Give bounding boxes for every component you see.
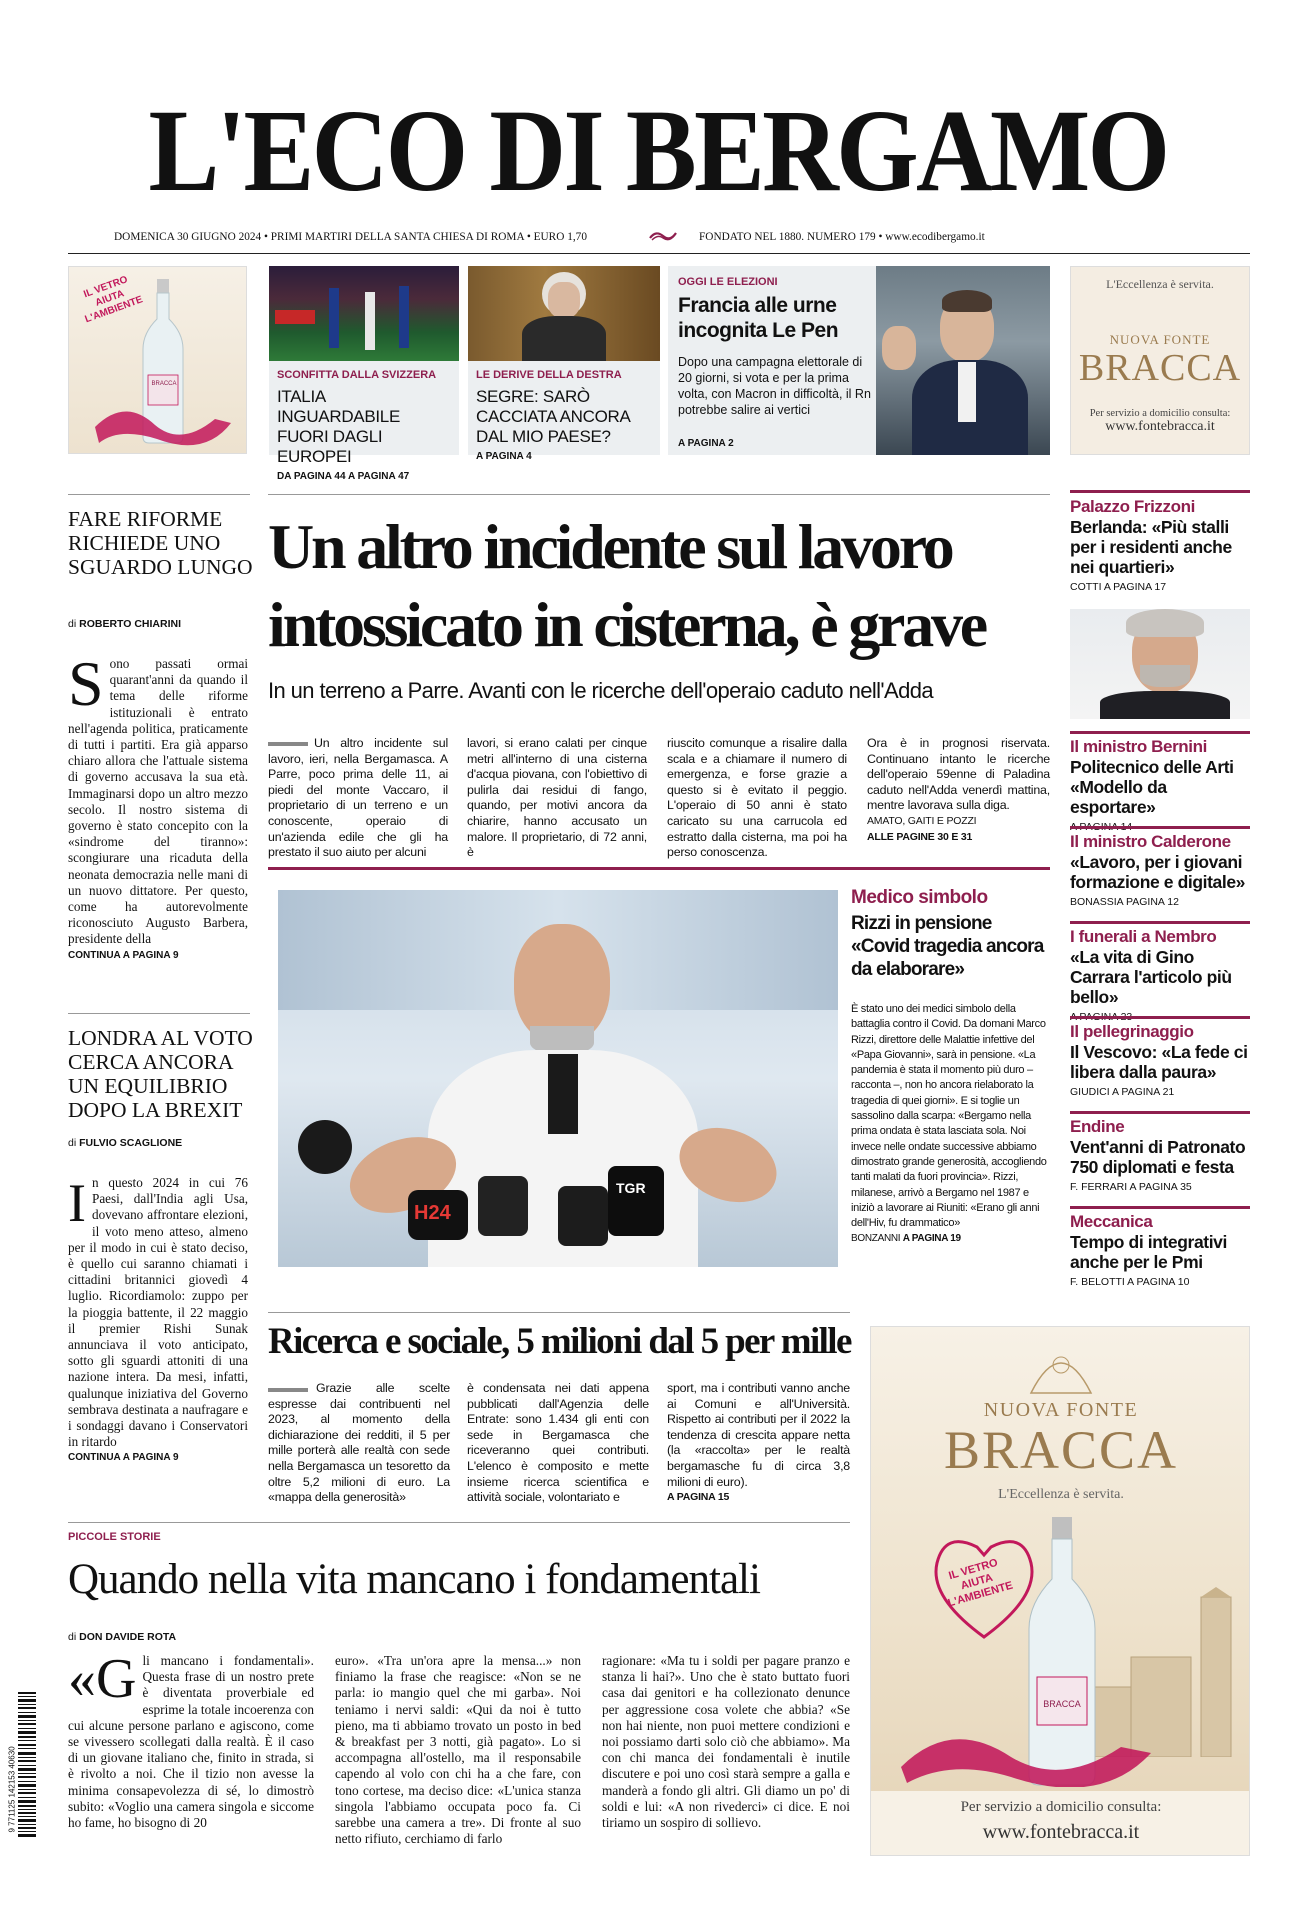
ad-bottom-heart-text: IL VETRO AIUTA L'AMBIENTE bbox=[946, 1556, 1015, 1610]
sidebar-item-ref: F. FERRARI A PAGINA 35 bbox=[1070, 1181, 1192, 1193]
lead-col1: Un altro incidente sul lavoro, ieri, nella Bergamasca. A Parre, poco prima delle 11, ai piedi del monte Vaccaro, il proprietario di un terreno e un conoscente, operaio di un'azienda edile che gli ha prestato il suo aiuto per alcuni bbox=[268, 736, 448, 860]
teaser-football-ref: DA PAGINA 44 A PAGINA 47 bbox=[277, 471, 410, 482]
editorial2-author: FULVIO SCAGLIONE bbox=[79, 1137, 183, 1149]
lead-col4 bbox=[867, 736, 1050, 845]
france-photo-macron bbox=[876, 266, 1050, 455]
sidebar-rule bbox=[1070, 1111, 1250, 1114]
sidebar-item-title: Politecnico delle Arti «Modello da esportare» bbox=[1070, 757, 1234, 817]
teaser-photo-segre[interactable] bbox=[468, 266, 660, 361]
teaser-segre-ref: A PAGINA 4 bbox=[476, 451, 532, 462]
ricerca-col2: è condensata nei dati appena pubblicati dall'Agenzia delle Entrate: sono 1.434 gli enti con sede in Bergamasca che riceveranno quei contributi. L'elenco è composito e mette insieme ricerca scientifica e attività sociale, volontariato e bbox=[467, 1381, 649, 1505]
sidebar-photo-berlanda bbox=[1070, 609, 1250, 719]
france-body: Dopo una campagna elettorale di 20 giorni, si vota e per la prima volta, con Macron in difficoltà, il Rn potrebbe salire ai vertici bbox=[678, 355, 871, 417]
ricerca-col3-text: sport, ma i contributi vanno anche ai Comuni e all'Università. Rispetto ai contributi per il 2022 la tendenza di crescita appare netta (la «raccolta» per le realtà bergamasche fu di circa 3,8 milioni di euro). bbox=[667, 1381, 850, 1489]
teaser-segre[interactable] bbox=[468, 361, 660, 462]
medico-body bbox=[851, 1002, 1051, 1247]
sidebar-item-kicker: Il ministro Bernini bbox=[1070, 737, 1207, 756]
lead-rule-top bbox=[268, 494, 1050, 495]
storie-byline bbox=[68, 1631, 176, 1643]
sidebar-item-ref: F. BELOTTI A PAGINA 10 bbox=[1070, 1276, 1190, 1288]
editorial1-author: ROBERTO CHIARINI bbox=[79, 618, 182, 630]
storie-kicker: PICCOLE STORIE bbox=[68, 1531, 161, 1543]
ricerca-ref[interactable]: A PAGINA 15 bbox=[667, 1491, 730, 1504]
lead-headline-1[interactable]: Un altro incidente sul lavoro bbox=[268, 511, 952, 582]
ad-bottom[interactable] bbox=[870, 1326, 1250, 1856]
sidebar-item-title: Vent'anni di Patronato 750 diplomati e festa bbox=[1070, 1137, 1246, 1177]
medico-rule-top bbox=[268, 867, 1050, 870]
teaser-segre-kicker: LE DERIVE DELLA DESTRA bbox=[476, 369, 622, 381]
france-title: Francia alle urne incognita Le Pen bbox=[678, 294, 839, 342]
editorial1-byline-prefix: di bbox=[68, 618, 77, 630]
storie-col1-text: li mancano i fondamentali». Questa frase di un nostro prete è diventata proverbiale ed esprime la totale incoerenza con cui alcune persone parlano e agiscono, come se vivessero scollegati dalla realtà. È il caso di un giovane italiano che, finito in strada, si è rivolto a noi. Che il tizio non avesse la minima consapevolezza di sé, lo dimostrò subito: «Voglio una camera singola e siccome ho fame, ho bisogno di 20 bbox=[68, 1653, 314, 1831]
editorial2-byline-prefix: di bbox=[68, 1137, 77, 1149]
lead-subhead: In un terreno a Parre. Avanti con le ricerche dell'operaio caduto nell'Adda bbox=[268, 678, 933, 703]
storie-col3: ragionare: «Ma tu i soldi per pagare pranzo e stanza li hai?». Uno che è stato buttato fuori casa dai genitori e ha collezionato denunce per aggressione cosa volete che abbia? «Se non hai niente, non puoi mettere condizioni e noi possiamo darti solo ciò che abbiamo». Ma con chi manca dei fondamentali è inutile discutere e poi uno così starà sempre a galla e manderà a fondo gli altri. Gli diamo un po' di soldi e lui: «A non rivederci» ci dice. E noi tiriamo un sospiro di sollievo. bbox=[602, 1653, 850, 1831]
ad-bottom-brand: BRACCA bbox=[943, 1420, 1179, 1480]
barcode-number: 9 771125 142153 40630 bbox=[7, 1746, 17, 1833]
editorial2-byline bbox=[68, 1137, 182, 1149]
medico-footer bbox=[851, 1231, 1051, 1246]
sidebar-item[interactable] bbox=[1070, 832, 1255, 908]
microphone-icon bbox=[408, 1190, 468, 1240]
ad-top-right-service: Per servizio a domicilio consulta: bbox=[1089, 408, 1231, 419]
sidebar-item-kicker: Il pellegrinaggio bbox=[1070, 1022, 1194, 1041]
ad-top-left-bottle-label: BRACCA bbox=[151, 381, 177, 387]
microphone-icon bbox=[608, 1166, 664, 1236]
sidebar-item[interactable] bbox=[1070, 1212, 1255, 1288]
microphone-icon bbox=[298, 1120, 352, 1174]
ad-bottom-tagline: L'Eccellenza è servita. bbox=[998, 1487, 1124, 1502]
masthead-dateline-left: DOMENICA 30 GIUGNO 2024 • PRIMI MARTIRI DELLA SANTA CHIESA DI ROMA • EURO 1,70 bbox=[114, 231, 587, 243]
medico-photo[interactable] bbox=[278, 890, 838, 1267]
lead-authors: AMATO, GAITI E POZZI bbox=[867, 814, 977, 827]
storie-col1 bbox=[68, 1648, 314, 1831]
medico-author: BONZANNI bbox=[851, 1233, 901, 1245]
storie-author: DON DAVIDE ROTA bbox=[79, 1631, 177, 1643]
sidebar-item-kicker: Palazzo Frizzoni bbox=[1070, 497, 1195, 516]
ad-bottom-ribbon-icon bbox=[901, 1707, 1151, 1787]
editorial-rule-mid bbox=[68, 1013, 250, 1014]
sidebar-item[interactable] bbox=[1070, 1022, 1255, 1098]
mic-label-tgr: TGR bbox=[616, 1180, 646, 1196]
sidebar-item[interactable] bbox=[1070, 1117, 1255, 1193]
sidebar-item-kicker: Meccanica bbox=[1070, 1212, 1153, 1231]
sidebar-item-ref: BONASSIA PAGINA 12 bbox=[1070, 896, 1179, 908]
sidebar-item-kicker: Endine bbox=[1070, 1117, 1125, 1136]
sidebar-item-title: Il Vescovo: «La fede ci libera dalla paura» bbox=[1070, 1042, 1248, 1082]
sidebar-rule bbox=[1070, 731, 1250, 734]
teaser-france[interactable] bbox=[668, 266, 1050, 455]
lead-ref[interactable]: ALLE PAGINE 30 E 31 bbox=[867, 830, 973, 843]
france-kicker: OGGI LE ELEZIONI bbox=[678, 276, 778, 288]
editorial2-title: LONDRA AL VOTO CERCA ANCORA UN EQUILIBRIO DOPO LA BREXIT bbox=[68, 1026, 253, 1122]
storie-dropcap: «G bbox=[68, 1648, 137, 1710]
editorial1-dropcap: S bbox=[68, 648, 104, 719]
ad-top-right[interactable] bbox=[1070, 266, 1250, 455]
france-ref: A PAGINA 2 bbox=[678, 438, 734, 449]
masthead-title: L'ECO DI BERGAMO bbox=[148, 85, 1168, 216]
ad-bottom-crest-icon bbox=[1021, 1343, 1101, 1399]
editorial2-body bbox=[68, 1175, 248, 1467]
sidebar-rule bbox=[1070, 1206, 1250, 1209]
ad-top-right-tagline: L'Eccellenza è servita. bbox=[1106, 277, 1214, 291]
sidebar-rule-top bbox=[1070, 490, 1250, 493]
editorial2-continue[interactable]: CONTINUA A PAGINA 9 bbox=[68, 1452, 179, 1464]
editorial1-body bbox=[68, 648, 248, 964]
ricerca-col3 bbox=[667, 1381, 850, 1506]
sidebar-item-title: Tempo di integrativi anche per le Pmi bbox=[1070, 1232, 1227, 1272]
medico-body-text: È stato uno dei medici simbolo della battaglia contro il Covid. Da domani Marco Rizzi, direttore delle Malattie infettive del «Papa Giovanni», sarà in pensione. «La pandemia è stata il momento più duro – racconta –, non ho ancora rielaborato la tragedia di quei giorni». E si toglie un sassolino dalla scarpa: «Bergamo nella prima ondata è stata lasciata sola. Noi invece nelle ondate successive abbiamo dimostrato grande generosità, accogliendo tanti malati da fuori provincia». Rizzi, milanese, arrivò a Bergamo nel 1987 e iniziò a lavorare ai Riuniti: «Erano gli anni dell'Hiv, fu drammatico» bbox=[851, 1003, 1047, 1230]
ad-bottom-brand-small: NUOVA FONTE bbox=[983, 1399, 1139, 1421]
lead-col3: riuscito comunque a risalire dalla scala e a chiamare il numero di emergenza, e forse grazie a questo si è evitato il peggio. L'operaio di 50 anni è stato caricato su una carrucola ed estratto dalla cisterna, ma poi ha perso conoscenza. bbox=[667, 736, 847, 860]
editorial-rule-top bbox=[68, 494, 250, 495]
lead-col2: lavori, si erano calati per cinque metri all'interno di una cisterna d'acqua piovana, con l'obiettivo di pulirla dai residui di fango, quando, per motivi ancora da chiarire, hanno accusato un malore. Il proprietario, di 72 anni, è bbox=[467, 736, 647, 860]
medico-title[interactable]: Rizzi in pensione «Covid tragedia ancora da elaborare» bbox=[851, 913, 1044, 980]
sidebar-item-ref: GIUDICI A PAGINA 21 bbox=[1070, 1086, 1175, 1098]
teaser-photo-football[interactable] bbox=[269, 266, 459, 361]
lead-col4-text: Ora è in prognosi riservata. Continuano intanto le ricerche dell'operaio 59enne di Paladina caduto nell'Adda venerdì mattina, mentre lavorava sulla diga. bbox=[867, 736, 1050, 813]
masthead-dateline-right: FONDATO NEL 1880. NUMERO 179 • www.ecodibergamo.it bbox=[699, 231, 985, 243]
storie-rule-top bbox=[68, 1522, 850, 1523]
ad-top-right-brand-small: NUOVA FONTE bbox=[1109, 332, 1211, 347]
teaser-football[interactable] bbox=[269, 361, 459, 482]
barcode bbox=[6, 1690, 36, 1840]
microphone-icon bbox=[478, 1176, 528, 1236]
sidebar-item-title: Berlanda: «Più stalli per i residenti anche nei quartieri» bbox=[1070, 517, 1232, 577]
ricerca-headline[interactable]: Ricerca e sociale, 5 milioni dal 5 per mille bbox=[268, 1321, 851, 1362]
mic-label-h24: H24 bbox=[414, 1202, 451, 1224]
teaser-football-kicker: SCONFITTA DALLA SVIZZERA bbox=[277, 369, 437, 381]
sidebar-item[interactable] bbox=[1070, 737, 1255, 833]
sidebar-item[interactable] bbox=[1070, 497, 1255, 593]
editorial1-byline bbox=[68, 618, 181, 630]
sidebar-item-kicker: Il ministro Calderone bbox=[1070, 832, 1231, 851]
microphone-icon bbox=[558, 1186, 608, 1246]
ad-bottom-url[interactable]: www.fontebracca.it bbox=[982, 1821, 1140, 1843]
storie-col2: euro». «Tra un'ora apre la mensa...» non finiamo la frase che reagisce: «Non se ne parla: io mangio quel che mi garba». Noi teniamo i nervi saldi: «Qui da noi è tutto pieno, ma ti abbiamo trovato un posto in bed & breakfast per 3 notti, già pagato». Lo si accompagna all'ostello, ma il responsabile capendo al volo con chi ha a che fare, con tono cortese, ma deciso dice: «L'unica stanza singola l'abbiamo occupata poco fa. Ci sarebbe una camera a tre». Di fronte al suo netto rifiuto, cerchiamo di farlo bbox=[335, 1653, 581, 1847]
storie-headline[interactable]: Quando nella vita mancano i fondamentali bbox=[68, 1556, 760, 1603]
editorial1-text: ono passati ormai quarant'anni da quando il tema delle riforme istituzionali è entrato nell'agenda politica, praticamente di tutti i partiti. Era già apparso chiaro allora che l'attuale sistema di governo accusava la sua età. Immaginarsi dopo un altro mezzo secolo. Il nostro sistema di governo è stato concepito con la «sindrome del tiranno»: scongiurare una ricaduta della neonata democrazia nelle mani di un nuovo dittatore. Per questo, come ha autorevolmente riconosciuto Augusto Barbera, presidente della bbox=[68, 656, 248, 947]
medico-ref[interactable]: A PAGINA 19 bbox=[902, 1233, 961, 1245]
ad-bottom-service: Per servizio a domicilio consulta: bbox=[960, 1799, 1162, 1815]
sidebar-item-title: «Lavoro, per i giovani formazione e digitale» bbox=[1070, 852, 1245, 892]
ricerca-col1: Grazie alle scelte espresse dai contribuenti nel 2023, al momento della dichiarazione dei redditi, il 5 per mille porterà alle realtà con sede nella Bergamasca un tesoretto da oltre 5,2 milioni di euro. La «mappa della generosità» bbox=[268, 1381, 450, 1505]
ad-top-right-brand: BRACCA bbox=[1078, 347, 1242, 389]
editorial1-continue[interactable]: CONTINUA A PAGINA 9 bbox=[68, 949, 179, 961]
sidebar-item-ref: COTTI A PAGINA 17 bbox=[1070, 581, 1167, 593]
editorial2-dropcap: I bbox=[68, 1173, 86, 1233]
ricerca-rule-top bbox=[268, 1312, 850, 1313]
ad-top-right-url[interactable]: www.fontebracca.it bbox=[1105, 419, 1215, 434]
masthead-rule bbox=[68, 253, 1250, 254]
ribbon-icon bbox=[95, 387, 231, 447]
lead-headline-2[interactable]: intossicato in cisterna, è grave bbox=[268, 589, 986, 660]
sidebar-rule bbox=[1070, 1016, 1250, 1019]
teaser-football-title: ITALIA INGUARDABILE FUORI DAGLI EUROPEI bbox=[277, 387, 400, 466]
ad-top-left[interactable] bbox=[68, 266, 247, 454]
sidebar-rule bbox=[1070, 921, 1250, 924]
storie-byline-prefix: di bbox=[68, 1631, 77, 1643]
masthead-ornament-icon bbox=[648, 229, 678, 243]
sidebar-item-kicker: I funerali a Nembro bbox=[1070, 927, 1217, 946]
ad-top-left-text: IL VETRO AIUTA L'AMBIENTE bbox=[82, 274, 145, 326]
sidebar-rule bbox=[1070, 826, 1250, 829]
teaser-segre-title: SEGRE: SARÒ CACCIATA ANCORA DAL MIO PAESE? bbox=[476, 387, 630, 446]
sidebar-item-title: «La vita di Gino Carrara l'articolo più bello» bbox=[1070, 947, 1232, 1007]
medico-kicker: Medico simbolo bbox=[851, 887, 988, 908]
editorial2-text: n questo 2024 in cui 76 Paesi, dall'India agli Usa, dovevano affrontare elezioni, il voto meno atteso, almeno per il modo in cui è stato deciso, è quello cui saranno chiamati i cittadini britannici giovedì 4 luglio. Ricordiamolo: zuppo per la pioggia battente, il 22 maggio il premier Rishi Sunak annunciava il voto anticipato, sotto gli sguardi attoniti di una nazione intera. Da mesi, infatti, qualunque iniziativa del Governo sembrava destinata a naufragare e i sondaggi davano i Conservatori in ritardo bbox=[68, 1175, 248, 1450]
editorial1-title: FARE RIFORME RICHIEDE UNO SGUARDO LUNGO bbox=[68, 507, 253, 579]
sidebar-item[interactable] bbox=[1070, 927, 1255, 1023]
ad-bottom-bottle-label: BRACCA bbox=[1043, 1699, 1081, 1709]
